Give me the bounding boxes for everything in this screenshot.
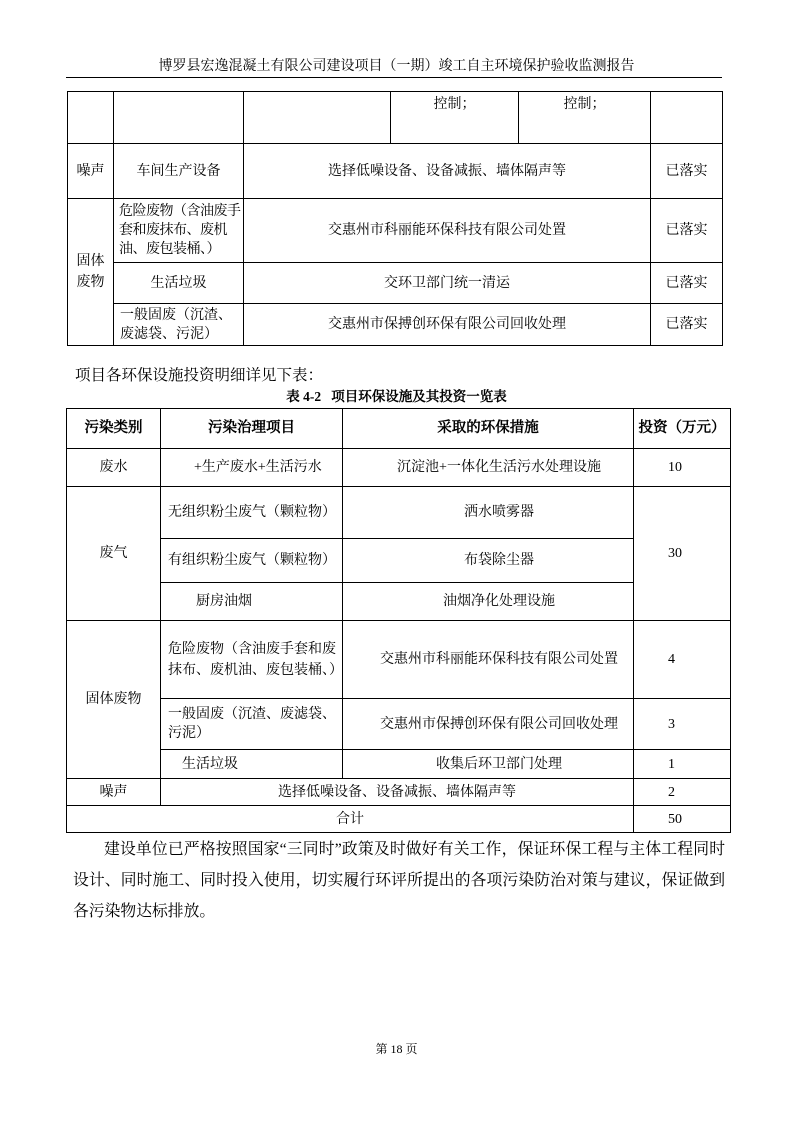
measures-table <box>67 91 723 346</box>
t1-solid-item-domestic: 生活垃圾 <box>114 263 244 304</box>
t2-wastegas-category: 废气 <box>67 487 161 621</box>
t1-solid-measure-hazardous: 交惠州市科丽能环保科技有限公司处置 <box>244 199 651 263</box>
t1-cont-cell-a <box>244 92 391 144</box>
t2-solid-investment-hazardous: 4 <box>634 621 731 699</box>
t1-solid-measure-general: 交惠州市保搏创环保有限公司回收处理 <box>244 304 651 346</box>
body-paragraph: 建设单位已严格按照国家“三同时”政策及时做好有关工作，保证环保工程与主体工程同时设计、同时施工、同时投入使用，切实履行环评所提出的各项污染防治对策与建议，保证做到各污染物达标排放。 <box>73 841 725 920</box>
t1-cont-cell-status <box>651 92 723 144</box>
t2-solid-measure-domestic: 收集后环卫部门处理 <box>343 750 634 779</box>
t2-wastewater-investment: 10 <box>634 449 731 487</box>
t1-cont-cell-b: 控制； <box>391 92 519 144</box>
investment-table <box>66 408 731 833</box>
t2-wastewater-item: +生产废水+生活污水 <box>161 449 343 487</box>
t1-solid-category: 固体废物 <box>68 199 114 346</box>
t2-solid-item-domestic: 生活垃圾 <box>161 750 343 779</box>
t2-header-investment: 投资（万元） <box>634 409 731 449</box>
t2-solid-measure-general: 交惠州市保搏创环保有限公司回收处理 <box>343 699 634 750</box>
intro-text: 项目各环保设施投资明细详见下表： <box>75 367 324 384</box>
t2-wastegas-investment: 30 <box>634 487 731 621</box>
t1-solid-status-domestic: 已落实 <box>651 263 723 304</box>
t2-header-measure: 采取的环保措施 <box>343 409 634 449</box>
t2-total-investment: 50 <box>634 806 731 833</box>
t2-wastegas-item-kitchen: 厨房油烟 <box>161 583 343 621</box>
page-number: 第 18 页 <box>375 1042 418 1056</box>
t1-solid-item-general: 一般固废（沉渣、废滤袋、污泥） <box>114 304 244 346</box>
t2-noise-measure: 选择低噪设备、设备减振、墙体隔声等 <box>161 779 634 806</box>
header-rule <box>66 77 722 78</box>
t2-solid-investment-domestic: 1 <box>634 750 731 779</box>
running-header-title: 博罗县宏逸混凝土有限公司建设项目（一期）竣工自主环境保护验收监测报告 <box>158 59 635 74</box>
t2-header-item: 污染治理项目 <box>161 409 343 449</box>
t2-wastegas-measure-organized: 布袋除尘器 <box>343 539 634 583</box>
t2-header-category: 污染类别 <box>67 409 161 449</box>
t2-wastewater-category: 废水 <box>67 449 161 487</box>
t2-wastegas-item-unorganized: 无组织粉尘废气（颗粒物） <box>161 487 343 539</box>
t2-solid-investment-general: 3 <box>634 699 731 750</box>
t1-solid-status-general: 已落实 <box>651 304 723 346</box>
t1-solid-status-hazardous: 已落实 <box>651 199 723 263</box>
t1-cont-cell-c: 控制； <box>519 92 651 144</box>
t1-noise-measure: 选择低噪设备、设备减振、墙体隔声等 <box>244 144 651 199</box>
t2-solid-item-hazardous: 危险废物（含油废手套和废抹布、废机油、废包装桶、） <box>161 621 343 699</box>
t1-solid-item-hazardous: 危险废物（含油废手套和废抹布、废机油、废包装桶、） <box>114 199 244 263</box>
t2-total-label: 合计 <box>67 806 634 833</box>
t2-noise-investment: 2 <box>634 779 731 806</box>
t2-noise-category: 噪声 <box>67 779 161 806</box>
t2-solid-measure-hazardous: 交惠州市科丽能环保科技有限公司处置 <box>343 621 634 699</box>
table-caption: 表 4-2 项目环保设施及其投资一览表 <box>286 389 507 404</box>
t2-wastegas-measure-unorganized: 洒水喷雾器 <box>343 487 634 539</box>
t2-wastegas-measure-kitchen: 油烟净化处理设施 <box>343 583 634 621</box>
t2-solid-category: 固体废物 <box>67 621 161 779</box>
t1-noise-category: 噪声 <box>68 144 114 199</box>
t1-cont-cell-item <box>114 92 244 144</box>
t1-cont-cell-category <box>68 92 114 144</box>
t1-solid-measure-domestic: 交环卫部门统一清运 <box>244 263 651 304</box>
t1-noise-status: 已落实 <box>651 144 723 199</box>
t2-solid-item-general: 一般固废（沉渣、废滤袋、污泥） <box>161 699 343 750</box>
t2-wastewater-measure: 沉淀池+一体化生活污水处理设施 <box>343 449 634 487</box>
t2-wastegas-item-organized: 有组织粉尘废气（颗粒物） <box>161 539 343 583</box>
t1-noise-item: 车间生产设备 <box>114 144 244 199</box>
